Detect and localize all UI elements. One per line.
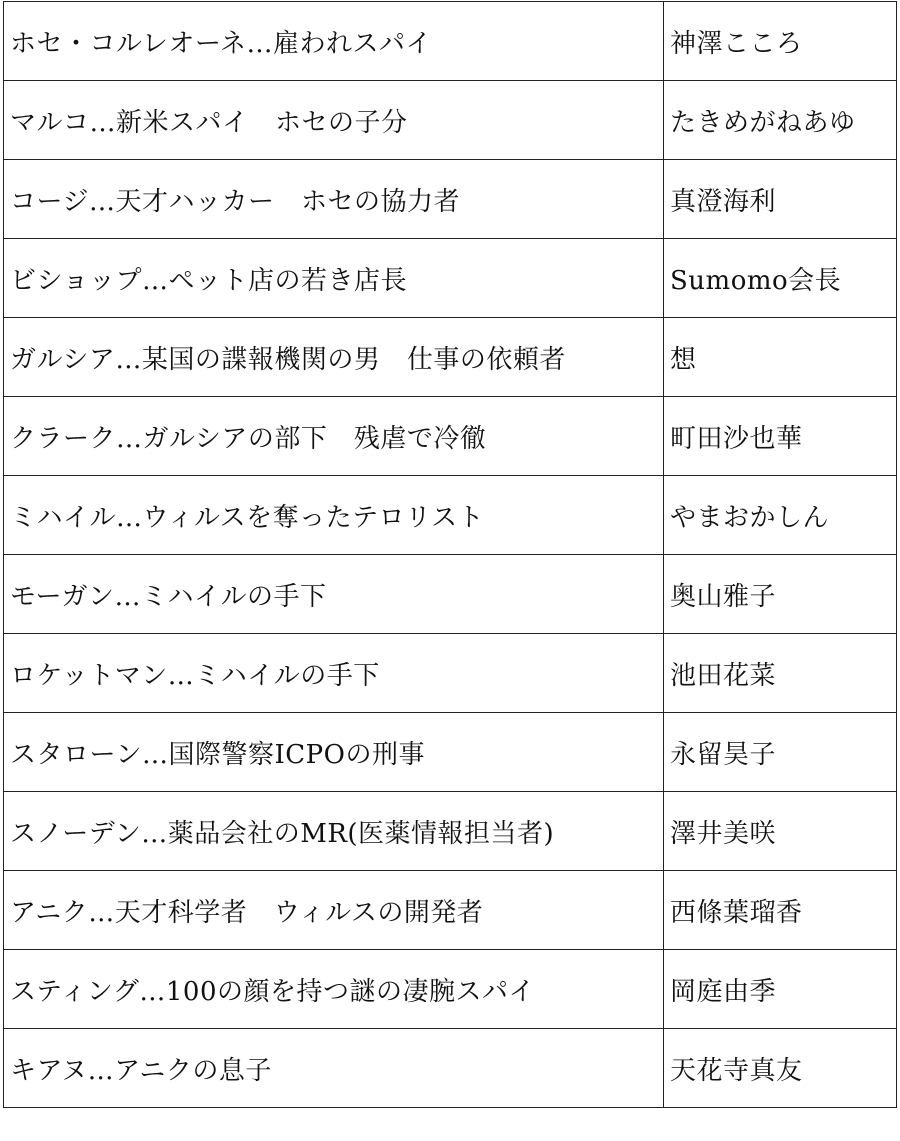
role-cell: モーガン…ミハイルの手下 bbox=[4, 555, 664, 634]
role-cell: ガルシア…某国の諜報機関の男 仕事の依頼者 bbox=[4, 318, 664, 397]
actor-cell: 澤井美咲 bbox=[664, 792, 897, 871]
table-row bbox=[4, 871, 897, 950]
actor-cell: 岡庭由季 bbox=[664, 950, 897, 1029]
role-cell: スタローン…国際警察ICPOの刑事 bbox=[4, 713, 664, 792]
table-row bbox=[4, 397, 897, 476]
actor-cell: 奥山雅子 bbox=[664, 555, 897, 634]
cast-table-body bbox=[4, 2, 897, 1108]
role-cell: コージ…天才ハッカー ホセの協力者 bbox=[4, 160, 664, 239]
cast-table bbox=[3, 1, 897, 1108]
role-cell: ロケットマン…ミハイルの手下 bbox=[4, 634, 664, 713]
role-cell: スノーデン…薬品会社のMR(医薬情報担当者) bbox=[4, 792, 664, 871]
table-row bbox=[4, 634, 897, 713]
table-row bbox=[4, 1029, 897, 1108]
role-cell: スティング…100の顔を持つ謎の凄腕スパイ bbox=[4, 950, 664, 1029]
actor-cell: 町田沙也華 bbox=[664, 397, 897, 476]
actor-cell: 真澄海利 bbox=[664, 160, 897, 239]
actor-cell: やまおかしん bbox=[664, 476, 897, 555]
actor-cell: Sumomo会長 bbox=[664, 239, 897, 318]
role-cell: マルコ…新米スパイ ホセの子分 bbox=[4, 81, 664, 160]
role-cell: ミハイル…ウィルスを奪ったテロリスト bbox=[4, 476, 664, 555]
table-row bbox=[4, 2, 897, 81]
actor-cell: たきめがねあゆ bbox=[664, 81, 897, 160]
actor-cell: 西條葉瑠香 bbox=[664, 871, 897, 950]
actor-cell: 想 bbox=[664, 318, 897, 397]
table-row bbox=[4, 318, 897, 397]
role-cell: アニク…天才科学者 ウィルスの開発者 bbox=[4, 871, 664, 950]
actor-cell: 天花寺真友 bbox=[664, 1029, 897, 1108]
table-row bbox=[4, 239, 897, 318]
actor-cell: 神澤こころ bbox=[664, 2, 897, 81]
table-row bbox=[4, 713, 897, 792]
table-row bbox=[4, 792, 897, 871]
table-row bbox=[4, 81, 897, 160]
role-cell: ビショップ…ペット店の若き店長 bbox=[4, 239, 664, 318]
table-row bbox=[4, 950, 897, 1029]
table-row bbox=[4, 160, 897, 239]
actor-cell: 永留昊子 bbox=[664, 713, 897, 792]
role-cell: クラーク…ガルシアの部下 残虐で冷徹 bbox=[4, 397, 664, 476]
actor-cell: 池田花菜 bbox=[664, 634, 897, 713]
role-cell: ホセ・コルレオーネ…雇われスパイ bbox=[4, 2, 664, 81]
role-cell: キアヌ…アニクの息子 bbox=[4, 1029, 664, 1108]
table-row bbox=[4, 476, 897, 555]
table-row bbox=[4, 555, 897, 634]
